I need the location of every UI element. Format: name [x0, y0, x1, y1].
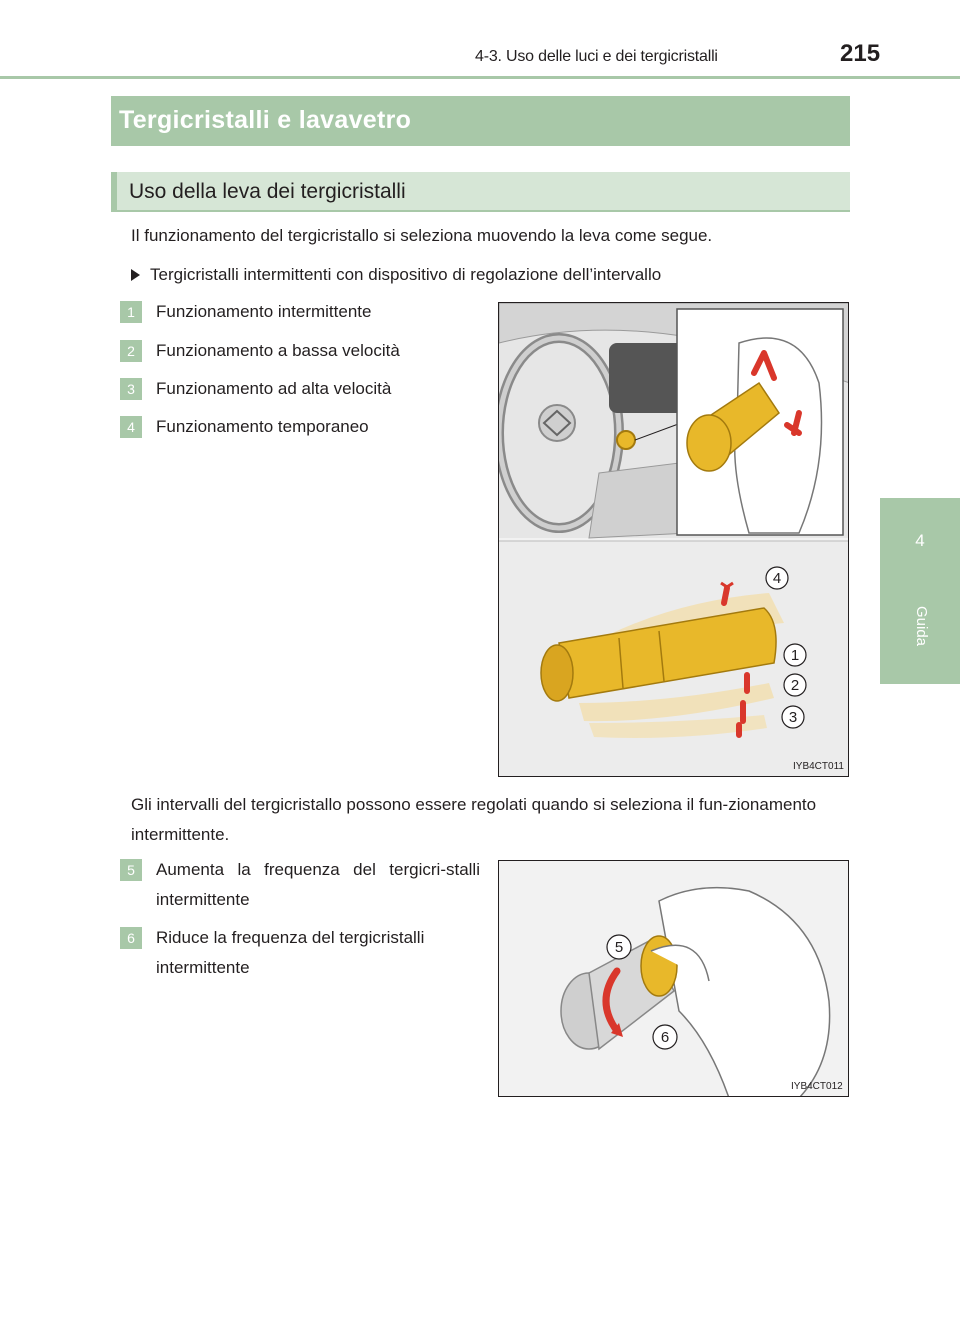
- item-number-badge: 4: [120, 416, 142, 438]
- callout-6: 6: [660, 1029, 670, 1046]
- item-text: Funzionamento intermittente: [156, 302, 372, 321]
- item-number-badge: 6: [120, 927, 142, 949]
- figure-code: IYB4CT011: [793, 761, 844, 772]
- bullet-text: Tergicristalli intermittenti con dispositivo di regolazione dell’intervallo: [150, 265, 662, 284]
- item-number-badge: 3: [120, 378, 142, 400]
- running-header-section: 4-3. Uso delle luci e dei tergicristalli: [475, 48, 718, 65]
- interval-knob-drawing: [499, 861, 849, 1097]
- wiper-lever-drawing: [499, 303, 849, 777]
- figure-code: IYB4CT012: [791, 1081, 843, 1092]
- chapter-name: Guida: [913, 606, 930, 647]
- main-title: Tergicristalli e lavavetro: [119, 106, 412, 134]
- interval-knob-illustration: [498, 860, 849, 1097]
- chapter-side-tab: [880, 498, 960, 684]
- item-text: Riduce la frequenza del tergicristalli intermittente: [156, 928, 425, 977]
- item-number-badge: 5: [120, 859, 142, 881]
- header-rule: [0, 76, 960, 79]
- page-number: 215: [840, 40, 881, 67]
- wiper-lever-illustration: [498, 302, 849, 777]
- callout-3: 3: [788, 709, 798, 726]
- callout-1: 1: [790, 647, 800, 664]
- item-number-badge: 1: [120, 301, 142, 323]
- item-text: Funzionamento a bassa velocità: [156, 341, 400, 360]
- triangle-bullet-icon: [131, 269, 140, 281]
- chapter-number: 4: [915, 531, 925, 550]
- callout-5: 5: [614, 939, 624, 956]
- main-title-bar: [111, 96, 850, 146]
- item-number-badge: 2: [120, 340, 142, 362]
- item-text: Funzionamento ad alta velocità: [156, 379, 392, 398]
- sub-title: Uso della leva dei tergicristalli: [129, 180, 406, 203]
- sub-title-bar: [111, 172, 850, 212]
- item-text: Funzionamento temporaneo: [156, 417, 369, 436]
- callout-2: 2: [790, 677, 800, 694]
- item-text: Aumenta la frequenza del tergicri-stalli intermittente: [156, 860, 480, 909]
- intro-paragraph: Il funzionamento del tergicristallo si seleziona muovendo la leva come segue.: [131, 226, 713, 245]
- bullet-item: [131, 260, 661, 290]
- callout-4: 4: [772, 570, 782, 587]
- intervals-paragraph: Gli intervalli del tergicristallo possono essere regolati quando si seleziona il fun-zionamento intermittente.: [131, 795, 817, 844]
